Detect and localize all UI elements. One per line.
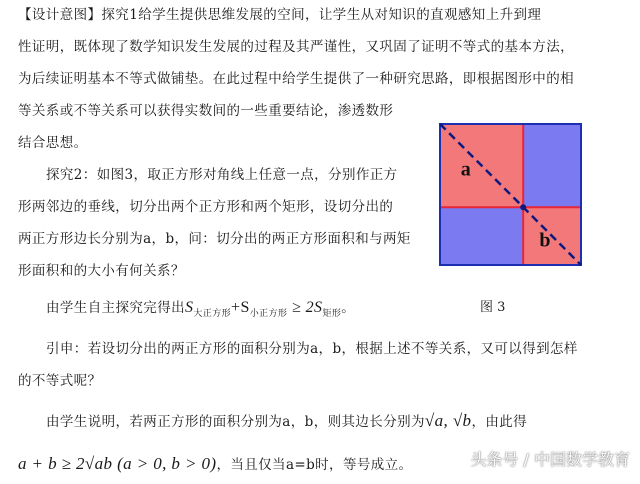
- text-line: 【设计意图】探究1给学生提供思维发展的空间，让学生从对知识的直观感知上升到理: [18, 7, 542, 23]
- subscript: 小正方形: [249, 309, 288, 319]
- paragraph-explanation: [46, 412, 527, 431]
- math-symbol: +S: [231, 299, 250, 316]
- figure-3-square-diagram: [437, 121, 585, 266]
- text-segment: 由学生自主探究完得出: [46, 300, 185, 316]
- text-segment: ，当且仅当a=b时，等号成立。: [216, 457, 413, 473]
- text-line: 的不等式呢？: [18, 373, 102, 389]
- label-b: b: [539, 229, 551, 252]
- text-segment: ，由此得: [471, 414, 528, 430]
- text-line: 两正方形边长分别为a，b，问：切分出的两正方形面积和与两矩: [18, 231, 411, 247]
- text-line: 引申：若设切分出的两正方形的面积分别为a，b，根据上述不等关系，又可以得到怎样: [46, 341, 578, 357]
- text-line: 结合思想。: [18, 135, 88, 151]
- text-segment: 。: [341, 300, 356, 316]
- text-line: 探究2：如图3，取正方形对角线上任意一点，分别作正方: [46, 167, 398, 183]
- text-line: 为后续证明基本不等式做铺垫。在此过程中给学生提供了一种研究思路，即根据图形中的相: [18, 71, 574, 87]
- figure-caption: 图 3: [480, 300, 506, 315]
- math-symbol: ≥ 2S: [292, 299, 323, 316]
- rectangle-bottom-left: [440, 207, 523, 265]
- text-line: 形两邻边的垂线，切分出两个正方形和两个矩形，设切分出的: [18, 199, 394, 215]
- text-segment: 由学生说明，若两正方形的面积分别为a，b，则其边长分别为: [46, 414, 425, 430]
- text-line: 性证明，既体现了数学知识发生发展的过程及其严谨性，又巩固了证明不等式的基本方法，: [18, 39, 574, 55]
- text-line: 等关系或不等关系可以获得实数间的一些重要结论，渗透数形: [18, 103, 394, 119]
- subscript: 矩形: [322, 309, 342, 319]
- diagonal-point: [520, 204, 526, 210]
- text-line: 形面积和的大小有何关系？: [18, 263, 185, 279]
- subscript: 大正方形: [193, 309, 232, 319]
- label-a: a: [460, 158, 471, 181]
- sqrt-expression: √a, √b: [424, 411, 472, 430]
- math-symbol: S: [185, 299, 194, 316]
- inequality-statement: [46, 299, 355, 323]
- watermark: 头条号 / 中国数学教育: [470, 450, 630, 469]
- basic-inequality-formula: a + b ≥ 2√ab (a > 0, b > 0): [18, 454, 217, 473]
- rectangle-top-right: [523, 124, 581, 207]
- basic-inequality-line: [18, 455, 412, 474]
